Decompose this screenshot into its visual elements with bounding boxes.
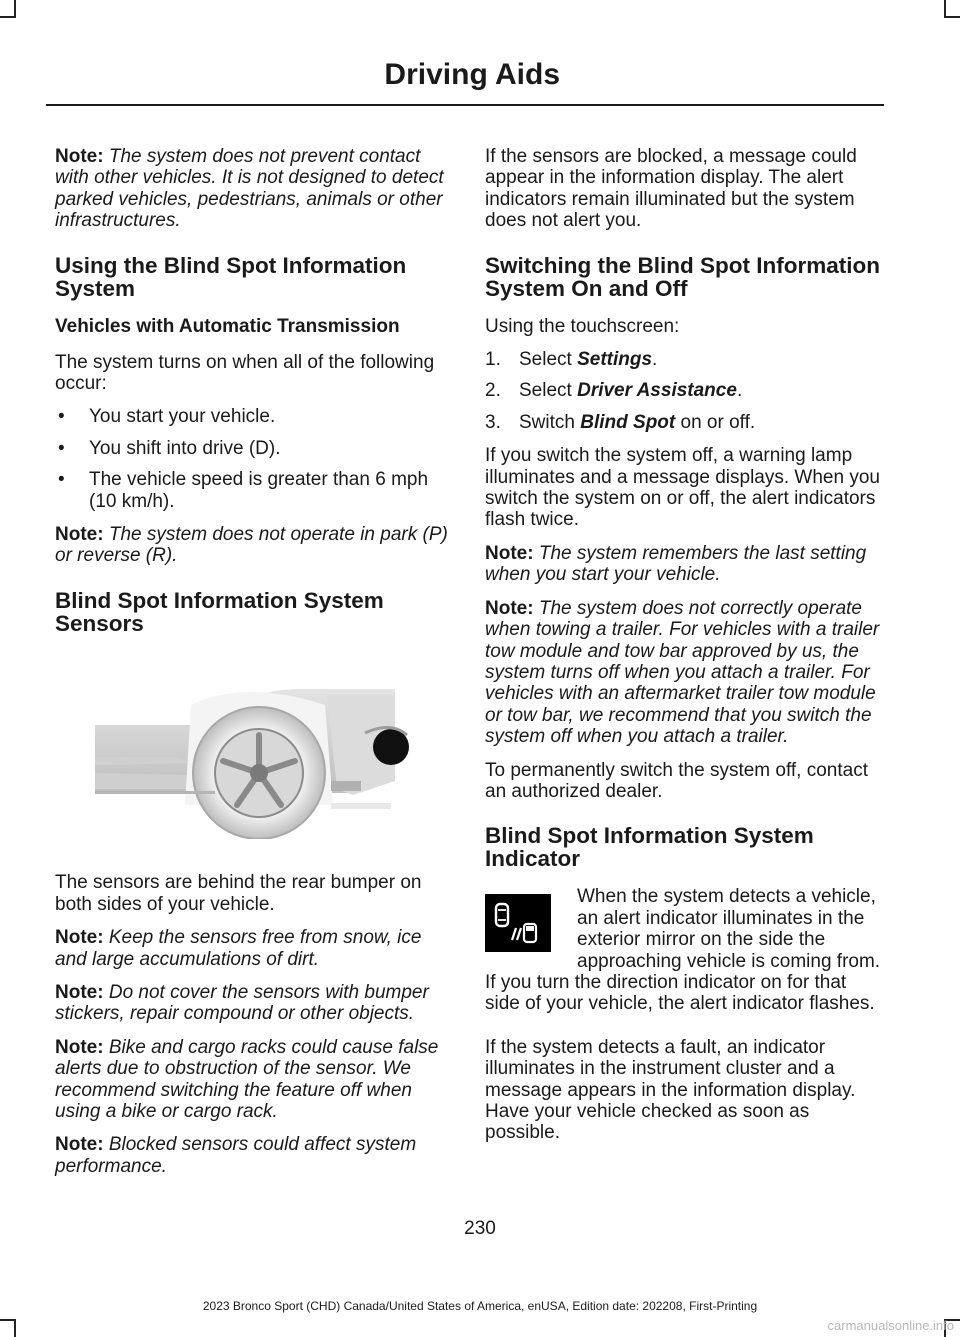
- subsection-heading: Vehicles with Automatic Transmission: [55, 315, 400, 337]
- indicator-block: [485, 886, 881, 1036]
- crop-mark: [14, 1319, 16, 1337]
- list-item: • You start your vehicle.: [58, 406, 276, 428]
- crop-mark: [0, 1319, 16, 1321]
- bullet-list: [55, 406, 451, 512]
- note: Note: Blocked sensors could affect system performance.: [55, 1134, 417, 1177]
- numbered-list: [485, 349, 881, 433]
- note: Note: The system does not operate in park (P) or reverse (R).: [55, 524, 448, 567]
- note: Note: The system does not correctly operate when towing a trailer. For vehicles with a trailer tow module and tow bar approved by us, the system turns off when you attach a trailer. For vehicles with an aftermarket trailer tow module or tow bar, we recommend that you switch the system off when you attach a trailer.: [485, 597, 880, 748]
- header-rule: [46, 104, 884, 106]
- paragraph: The sensors are behind the rear bumper on both sides of your vehicle.: [55, 872, 422, 915]
- list-item: • You shift into drive (D).: [58, 437, 281, 459]
- blind-spot-indicator-icon: [485, 894, 551, 952]
- section-heading: Switching the Blind Spot Information System On and Off: [485, 252, 880, 301]
- watermark: carmanualsonline.info: [827, 1318, 954, 1333]
- list-item: 3. Switch Blind Spot on or off.: [485, 411, 756, 433]
- note: Note: Do not cover the sensors with bumper stickers, repair compound or other objects.: [55, 981, 429, 1025]
- paragraph: The system turns on when all of the following occur:: [55, 351, 435, 395]
- note: Note: The system does not prevent contact with other vehicles. It is not designed to detect parked vehicles, pedestrians, animals or other infrastructures.: [55, 146, 444, 232]
- list-item: • The vehicle speed is greater than 6 mph (10 km/h).: [58, 469, 429, 512]
- right-column: [485, 146, 881, 1156]
- footer-edition-line: 2023 Bronco Sport (CHD) Canada/United States of America, enUSA, Edition date: 202208, First-Printing: [202, 1299, 758, 1313]
- paragraph: If you switch the system off, a warning lamp illuminates and a message displays. When you switch the system on or off, the alert indicators flash twice.: [485, 445, 880, 531]
- note: Note: Bike and cargo racks could cause false alerts due to obstruction of the sensor. We recommend switching the feature off when using a bike or cargo rack.: [55, 1036, 439, 1122]
- section-heading: Using the Blind Spot Information System: [55, 252, 407, 301]
- section-heading: Blind Spot Information System Indicator: [485, 823, 814, 872]
- list-item: 2. Select Driver Assistance.: [485, 380, 743, 402]
- paragraph: To permanently switch the system off, contact an authorized dealer.: [485, 759, 868, 802]
- page-number: 230: [464, 1218, 496, 1239]
- paragraph: When the system detects a vehicle, an alert indicator illuminates in the exterior mirror on the side the approaching vehicle is coming from. If you turn the direction indicator on for that side of your vehicle, the alert indicator flashes.: [485, 886, 881, 1015]
- crop-mark: [944, 16, 960, 18]
- section-heading: Blind Spot Information System Sensors: [55, 587, 384, 636]
- left-column: [55, 146, 451, 1189]
- page-header-title: Driving Aids: [384, 58, 560, 91]
- paragraph: If the sensors are blocked, a message could appear in the information display. The alert indicators remain illuminated but the system does not alert you.: [485, 146, 857, 232]
- note: Note: The system remembers the last setting when you start your vehicle.: [485, 542, 867, 586]
- paragraph: Using the touchscreen:: [485, 315, 680, 337]
- paragraph: If the system detects a fault, an indicator illuminates in the instrument cluster and a message appears in the information display. Have your vehicle checked as soon as possible.: [485, 1036, 856, 1144]
- note: Note: Keep the sensors free from snow, ice and large accumulations of dirt.: [55, 927, 422, 970]
- crop-mark: [0, 16, 16, 18]
- rear-bumper-sensor-illustration: [95, 685, 451, 839]
- list-item: 1. Select Settings.: [485, 349, 658, 371]
